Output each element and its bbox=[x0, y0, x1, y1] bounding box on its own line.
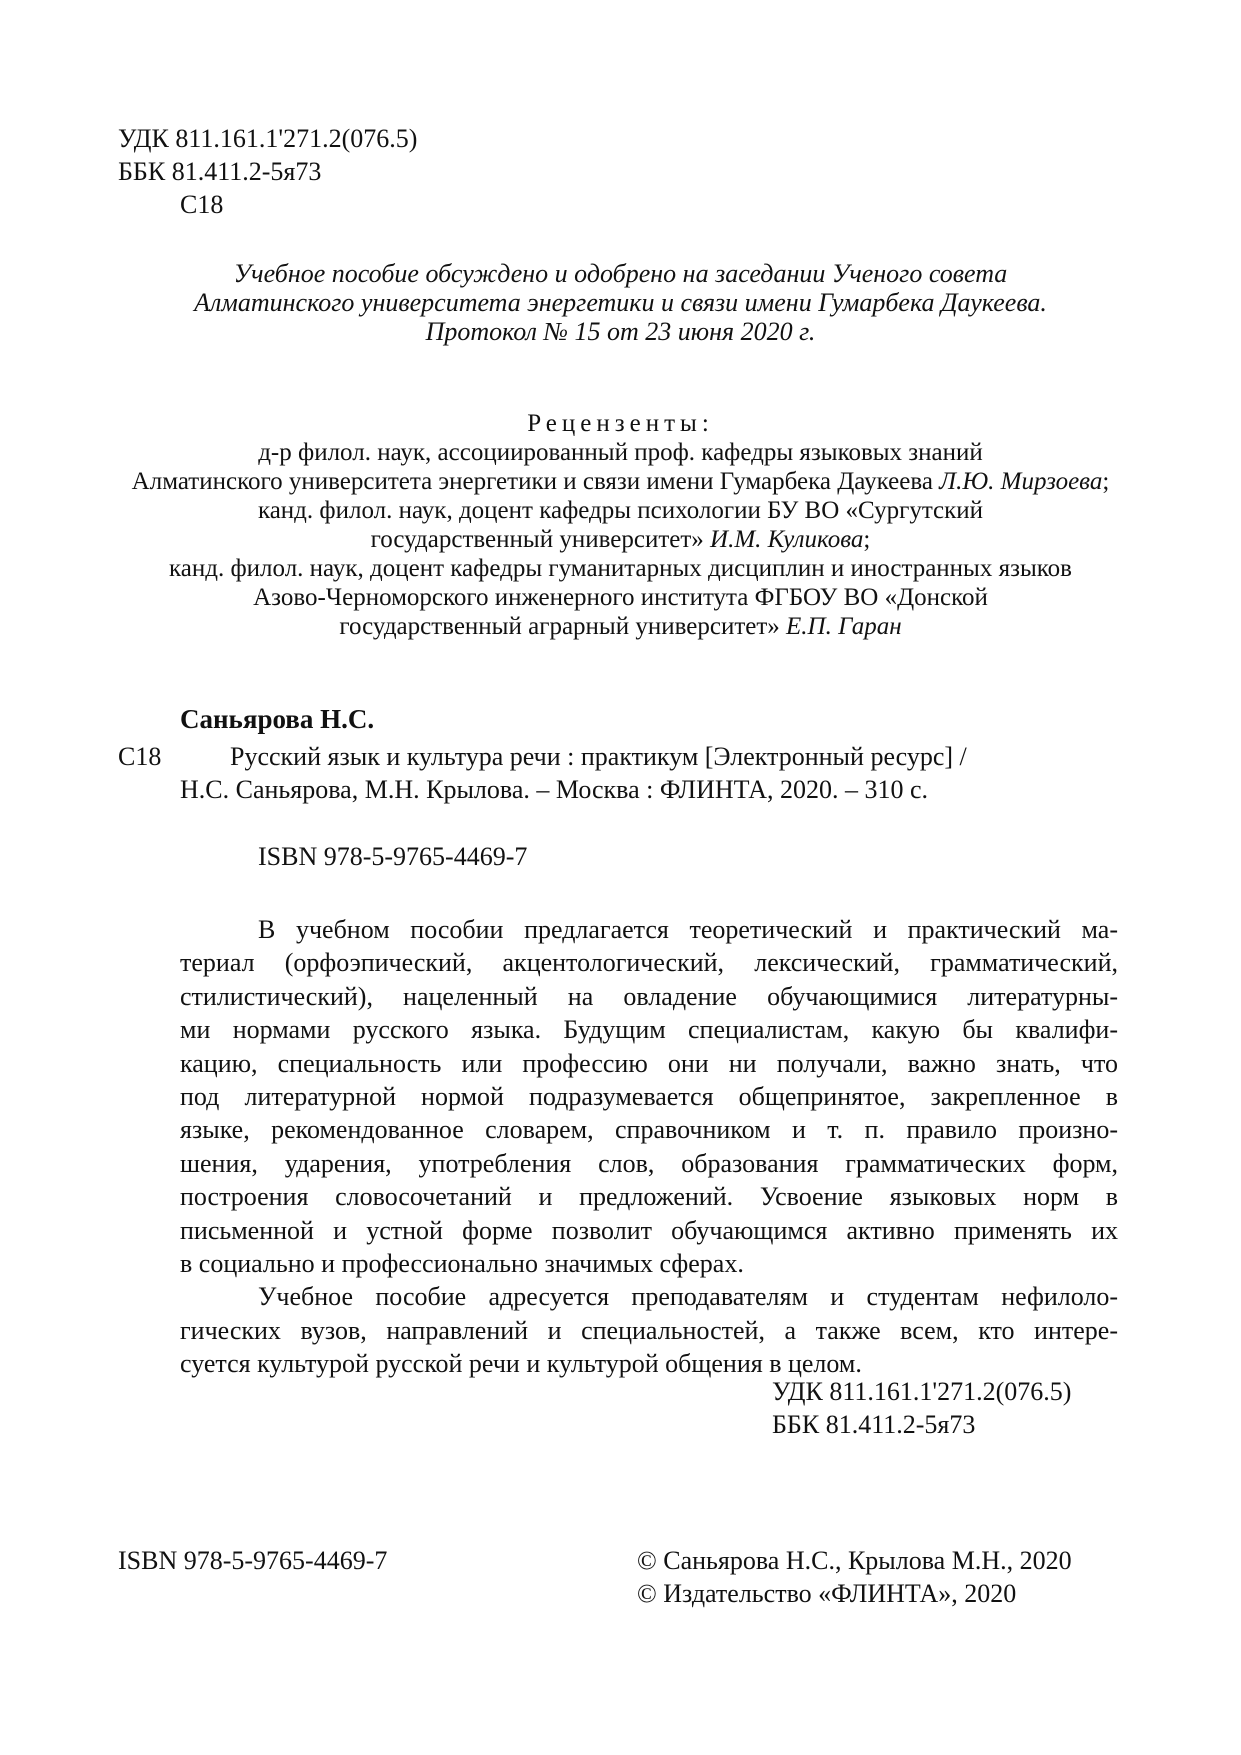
reviewer-tail: ; bbox=[863, 526, 871, 553]
udk-code: УДК 811.161.1'271.2(076.5) bbox=[118, 124, 418, 153]
reviewer-text: д-р филол. наук, ассоциированный проф. кафедры языковых знаний bbox=[258, 439, 983, 466]
annotation-line: ми нормами русского языка. Будущим специалистам, какую бы квалифи- bbox=[180, 1015, 1118, 1045]
copyright-publisher: © Издательство «ФЛИНТА», 2020 bbox=[637, 1579, 1017, 1608]
author-heading: Саньярова Н.С. bbox=[180, 704, 375, 734]
approval-line: Учебное пособие обсуждено и одобрено на заседании Ученого совета bbox=[233, 259, 1008, 288]
isbn: ISBN 978-5-9765-4469-7 bbox=[258, 842, 528, 871]
reviewer-name: И.М. Куликова bbox=[710, 526, 864, 553]
annotation-line: териал (орфоэпический, акцентологический, лексический, грамматический, bbox=[180, 948, 1118, 978]
annotation-line: в социально и профессионально значимых сферах. bbox=[180, 1249, 744, 1279]
annotation-line: письменной и устной форме позволит обучающимся активно применять их bbox=[180, 1215, 1118, 1245]
annotation-line: В учебном пособии предлагается теоретический и практический ма- bbox=[258, 915, 1118, 944]
reviewer-line bbox=[0, 612, 1241, 641]
annotation-line: построения словосочетаний и предложений. Усвоение языковых норм в bbox=[180, 1182, 1118, 1212]
reviewer-line bbox=[0, 525, 1241, 554]
annotation-line: шения, ударения, употребления слов, образования грамматических форм, bbox=[180, 1148, 1118, 1178]
author-cipher: С18 bbox=[180, 190, 224, 219]
annotation-line: Учебное пособие адресуется преподавателям и студентам нефилоло- bbox=[258, 1282, 1118, 1312]
udk-code-bottom: УДК 811.161.1'271.2(076.5) bbox=[772, 1377, 1072, 1406]
reviewer-name: Е.П. Гаран bbox=[786, 613, 902, 640]
reviewer-tail: ; bbox=[1102, 468, 1110, 495]
reviewer-line bbox=[0, 496, 1241, 525]
annotation-line: гических вузов, направлений и специальностей, а также всем, кто интере- bbox=[180, 1315, 1118, 1345]
reviewer-text: государственный университет» bbox=[370, 526, 711, 553]
reviewer-text: Алматинского университета энергетики и связи имени Гумарбека Даукеева bbox=[131, 468, 940, 495]
bbk-code: ББК 81.411.2-5я73 bbox=[118, 157, 322, 186]
isbn-bottom: ISBN 978-5-9765-4469-7 bbox=[118, 1546, 388, 1575]
approval-note bbox=[0, 259, 1241, 346]
annotation bbox=[180, 913, 1118, 1381]
annotation-line: суется культурой русской речи и культурой общения в целом. bbox=[180, 1349, 862, 1379]
bbk-code-bottom: ББК 81.411.2-5я73 bbox=[772, 1410, 976, 1439]
reviewer-line bbox=[0, 467, 1241, 496]
approval-line: Алматинского университета энергетики и связи имени Гумарбека Даукеева. bbox=[194, 288, 1047, 317]
reviewer-line bbox=[0, 438, 1241, 467]
biblio-cipher: С18 bbox=[118, 742, 162, 771]
biblio-description-line: Русский язык и культура речи : практикум [Электронный ресурс] / bbox=[230, 742, 967, 771]
annotation-line: языке, рекомендованное словарем, справочником и т. п. правило произно- bbox=[180, 1115, 1118, 1145]
reviewers-block bbox=[0, 409, 1241, 641]
approval-line: Протокол № 15 от 23 июня 2020 г. bbox=[425, 317, 816, 346]
annotation-line: стилистический), нацеленный на овладение обучающимися литературны- bbox=[180, 981, 1118, 1011]
reviewer-text: канд. филол. наук, доцент кафедры гуманитарных дисциплин и иностранных языков bbox=[169, 555, 1072, 582]
reviewer-text: государственный аграрный университет» bbox=[339, 613, 787, 640]
copyright-authors: © Саньярова Н.С., Крылова М.Н., 2020 bbox=[637, 1546, 1072, 1575]
reviewers-heading: Рецензенты: bbox=[527, 410, 714, 437]
annotation-line: под литературной нормой подразумевается общепринятое, закрепленное в bbox=[180, 1082, 1118, 1112]
reviewer-name: Л.Ю. Мирзоева bbox=[939, 468, 1103, 495]
reviewer-line bbox=[0, 554, 1241, 583]
reviewer-text: канд. филол. наук, доцент кафедры психологии БУ ВО «Сургутский bbox=[257, 497, 984, 524]
biblio-description-line: Н.С. Саньярова, М.Н. Крылова. – Москва : ФЛИНТА, 2020. – 310 с. bbox=[180, 775, 929, 804]
annotation-line: кацию, специальность или профессию они ни получали, важно знать, что bbox=[180, 1048, 1118, 1078]
reviewer-line bbox=[0, 583, 1241, 612]
reviewer-text: Азово-Черноморского инженерного института ФГБОУ ВО «Донской bbox=[253, 584, 988, 611]
